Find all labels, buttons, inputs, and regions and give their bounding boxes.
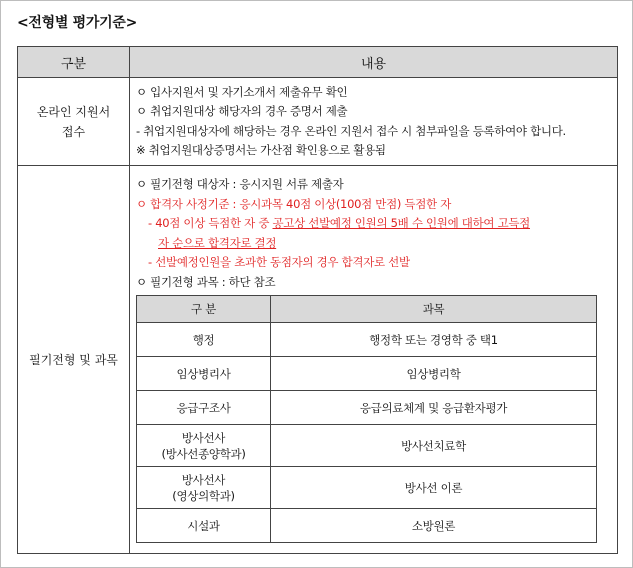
subject-name: 소방원론 [271, 509, 597, 543]
header-category: 구분 [18, 47, 130, 78]
subject-table [136, 295, 597, 543]
subject-header-subject: 과목 [271, 296, 597, 323]
subject-name: 응급의료체계 및 응급환자평가 [271, 391, 597, 425]
online-application-category [18, 78, 130, 166]
online-category-line2: 접수 [61, 124, 86, 139]
written-line-rule [136, 214, 617, 234]
subject-category: 임상병리사 [137, 357, 271, 391]
written-line-target: ㅇ 필기전형 대상자 : 응시지원 서류 제출자 [136, 177, 344, 191]
online-line-note: ※ 취업지원대상증명서는 가산점 확인용으로 활용됨 [136, 143, 386, 157]
written-rule-text: - 40점 이상 득점한 자 중 [148, 216, 273, 230]
subject-name: 방사선 이론 [271, 467, 597, 509]
online-application-row [18, 78, 618, 166]
subject-category-main: 방사선사 [181, 472, 226, 487]
online-category-line1: 온라인 지원서 [36, 104, 111, 119]
online-line-certificate: ㅇ 취업지원대상 해당자의 경우 증명서 제출 [136, 104, 348, 118]
written-line-subjects: ㅇ 필기전형 과목 : 하단 참조 [136, 274, 276, 289]
subject-category-sub: (방사선종양학과) [161, 446, 246, 461]
subject-category [137, 425, 271, 467]
subject-header-category: 구 분 [137, 296, 271, 323]
written-line-pass-standard: ㅇ 합격자 사정기준 : 응시과목 40점 이상(100점 만점) 득점한 자 [136, 196, 452, 211]
written-exam-category: 필기전형 및 과목 [18, 166, 130, 554]
header-content: 내용 [130, 47, 618, 78]
subject-category-sub: (영상의학과) [172, 488, 235, 503]
subject-category-main: 방사선사 [181, 430, 226, 445]
written-line-tie-rule: - 선발예정인원을 초과한 동점자의 경우 합격자로 선발 [148, 255, 410, 269]
online-line-documents: ㅇ 입사지원서 및 자기소개서 제출유무 확인 [136, 84, 348, 99]
subject-category: 응급구조사 [137, 391, 271, 425]
subject-category: 행정 [137, 323, 271, 357]
online-line-attachment: - 취업지원대상자에 해당하는 경우 온라인 지원서 접수 시 첨부파일을 등록하여야 합니다. [136, 123, 566, 138]
subject-row [137, 509, 597, 543]
written-exam-row [18, 166, 618, 554]
subject-row [137, 391, 597, 425]
evaluation-criteria-table [17, 46, 618, 554]
written-line-rule-continued [136, 234, 617, 254]
header-row [18, 47, 618, 78]
subject-row [137, 323, 597, 357]
subject-row [137, 425, 597, 467]
subject-category: 시설과 [137, 509, 271, 543]
document-title: <전형별 평가기준> [17, 15, 138, 31]
written-rule-underlined: 공고상 선발예정 인원의 5배 수 인원에 대하여 고득점 [272, 216, 530, 230]
subject-name: 행정학 또는 경영학 중 택1 [271, 323, 597, 357]
subject-header-row [137, 296, 597, 323]
subject-category [137, 467, 271, 509]
written-exam-content [130, 166, 618, 554]
subject-name: 방사선치료학 [271, 425, 597, 467]
subject-row [137, 467, 597, 509]
online-application-content [130, 78, 618, 166]
written-rule-continued-underlined: 자 순으로 합격자로 결정 [158, 235, 277, 250]
subject-row [137, 357, 597, 391]
subject-name: 임상병리학 [271, 357, 597, 391]
